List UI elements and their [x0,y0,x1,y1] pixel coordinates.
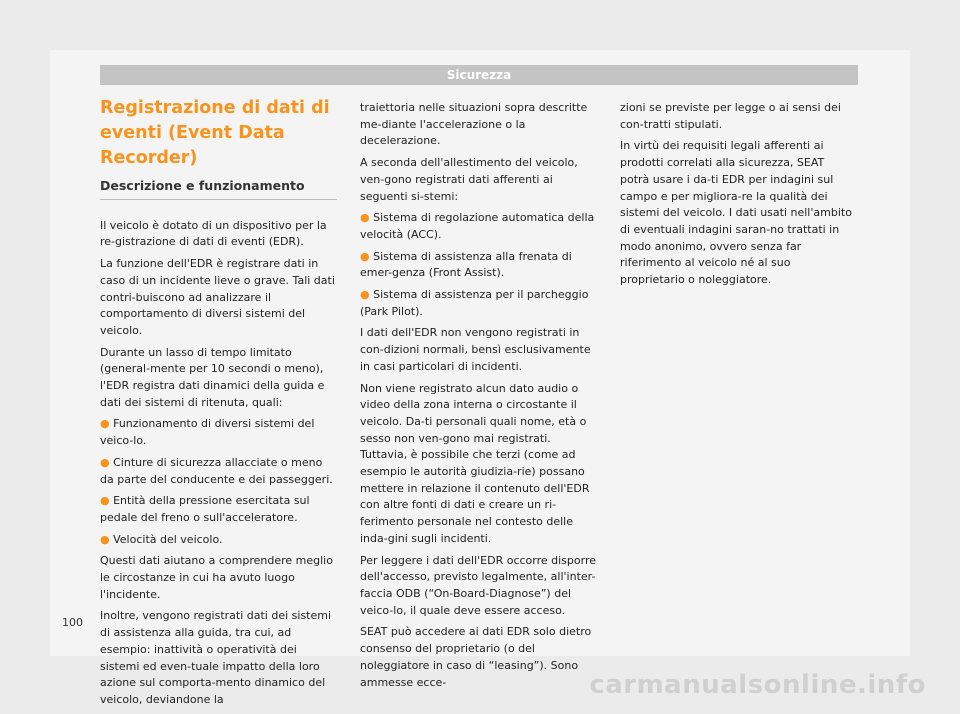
paragraph: Questi dati aiutano a comprendere meglio le circostanze in cui ha avuto luogo l'incidente. [100,554,333,601]
paragraph: traiettoria nelle situazioni sopra descritte me-diante l'accelerazione o la decelerazione. [360,101,588,148]
paragraph: Per leggere i dati dell'EDR occorre disporre dell'accesso, previsto legalmente, all'inter-faccia ODB (“On-Board-Diagnose”) del veico-lo, il quale deve essere acceso. [360,553,597,617]
column-3 [620,100,857,294]
paragraph: Inoltre, vengono registrati dati dei sistemi di assistenza alla guida, tra cui, ad esempio: inattività o operatività dei sistemi ed even-tuale impatto della loro azione sul comporta-mento dinamico del veicolo, deviandone la [100,609,332,706]
column-1 [100,96,337,714]
paragraph: Durante un lasso di tempo limitato (general-mente per 10 secondi o meno), l'EDR registra dati dinamici della guida e dati dei sistemi di ritenuta, quali: [100,345,325,409]
bullet-icon: ● [100,417,110,431]
watermark: carmanualsonline.info [589,670,926,700]
bullet-icon: ● [100,532,110,546]
list-item: ● Sistema di regolazione automatica della velocità (ACC). [360,211,595,241]
bullet-icon: ● [100,494,110,508]
bullet-icon: ● [360,211,370,225]
list-item: ● Sistema di assistenza per il parcheggio (Park Pilot). [360,288,589,318]
list-item: ● Entità della pressione esercitata sul pedale del freno o sull'acceleratore. [100,494,310,524]
bullet-icon: ● [100,455,110,469]
list-item: ● Sistema di assistenza alla frenata di emer-genza (Front Assist). [360,249,572,280]
list-item: ● Funzionamento di diversi sistemi del veico-lo. [100,417,315,448]
column-2 [360,100,597,696]
paragraph: A seconda dell'allestimento del veicolo, ven-gono registrati dati afferenti ai seguenti si-stemi: [360,156,578,203]
bullet-icon: ● [360,288,370,302]
list-item: ● Velocità del veicolo. [100,532,223,546]
paragraph: In virtù dei requisiti legali afferenti ai prodotti correlati alla sicurezza, SEAT potrà usare i da-ti EDR per indagini sul campo e per migliora-re la qualità dei sistemi del veicolo. I dati usati nell'ambito di eventuali indagini saran-no trattati in modo anonimo, ovvero senza far riferimento al veicolo né al suo proprietario o noleggiatore. [620,139,852,287]
bullet-icon: ● [360,249,370,263]
paragraph: SEAT può accedere ai dati EDR solo dietro consenso del proprietario (o del noleggiatore in caso di “leasing”). Sono ammesse ecce- [360,625,592,689]
article-title: Registrazione di dati di eventi (Event Data Recorder) [100,98,330,168]
paragraph: I dati dell'EDR non vengono registrati in con-dizioni normali, bensì esclusivamente in casi particolari di incidenti. [360,326,591,373]
paragraph: zioni se previste per legge o ai sensi dei con-tratti stipulati. [620,101,841,131]
list-item: ● Cinture di sicurezza allacciate o meno da parte del conducente e dei passeggeri. [100,455,333,486]
page-number: 100 [62,616,83,629]
paragraph: Non viene registrato alcun dato audio o video della zona interna o circostante il veicolo. Da-ti personali quali nome, età o sesso non ven-gono mai registrati. Tuttavia, è possibile che terzi (come ad esempio le autorità giudizia-rie) possano mettere in relazione il contenuto dell'EDR con altre fonti di dati e creare un ri-ferimento personale nel contesto delle inda-gini sugli incidenti. [360,381,590,545]
article-subtitle: Descrizione e funzionamento [100,178,337,200]
paragraph: Il veicolo è dotato di un dispositivo per la re-gistrazione di dati di eventi (EDR). [100,218,327,249]
section-header: Sicurezza [100,65,858,85]
paragraph: La funzione dell'EDR è registrare dati in caso di un incidente lieve o grave. Tali dati contri-buiscono ad analizzare il comportamento di diversi sistemi del veicolo. [100,257,335,337]
